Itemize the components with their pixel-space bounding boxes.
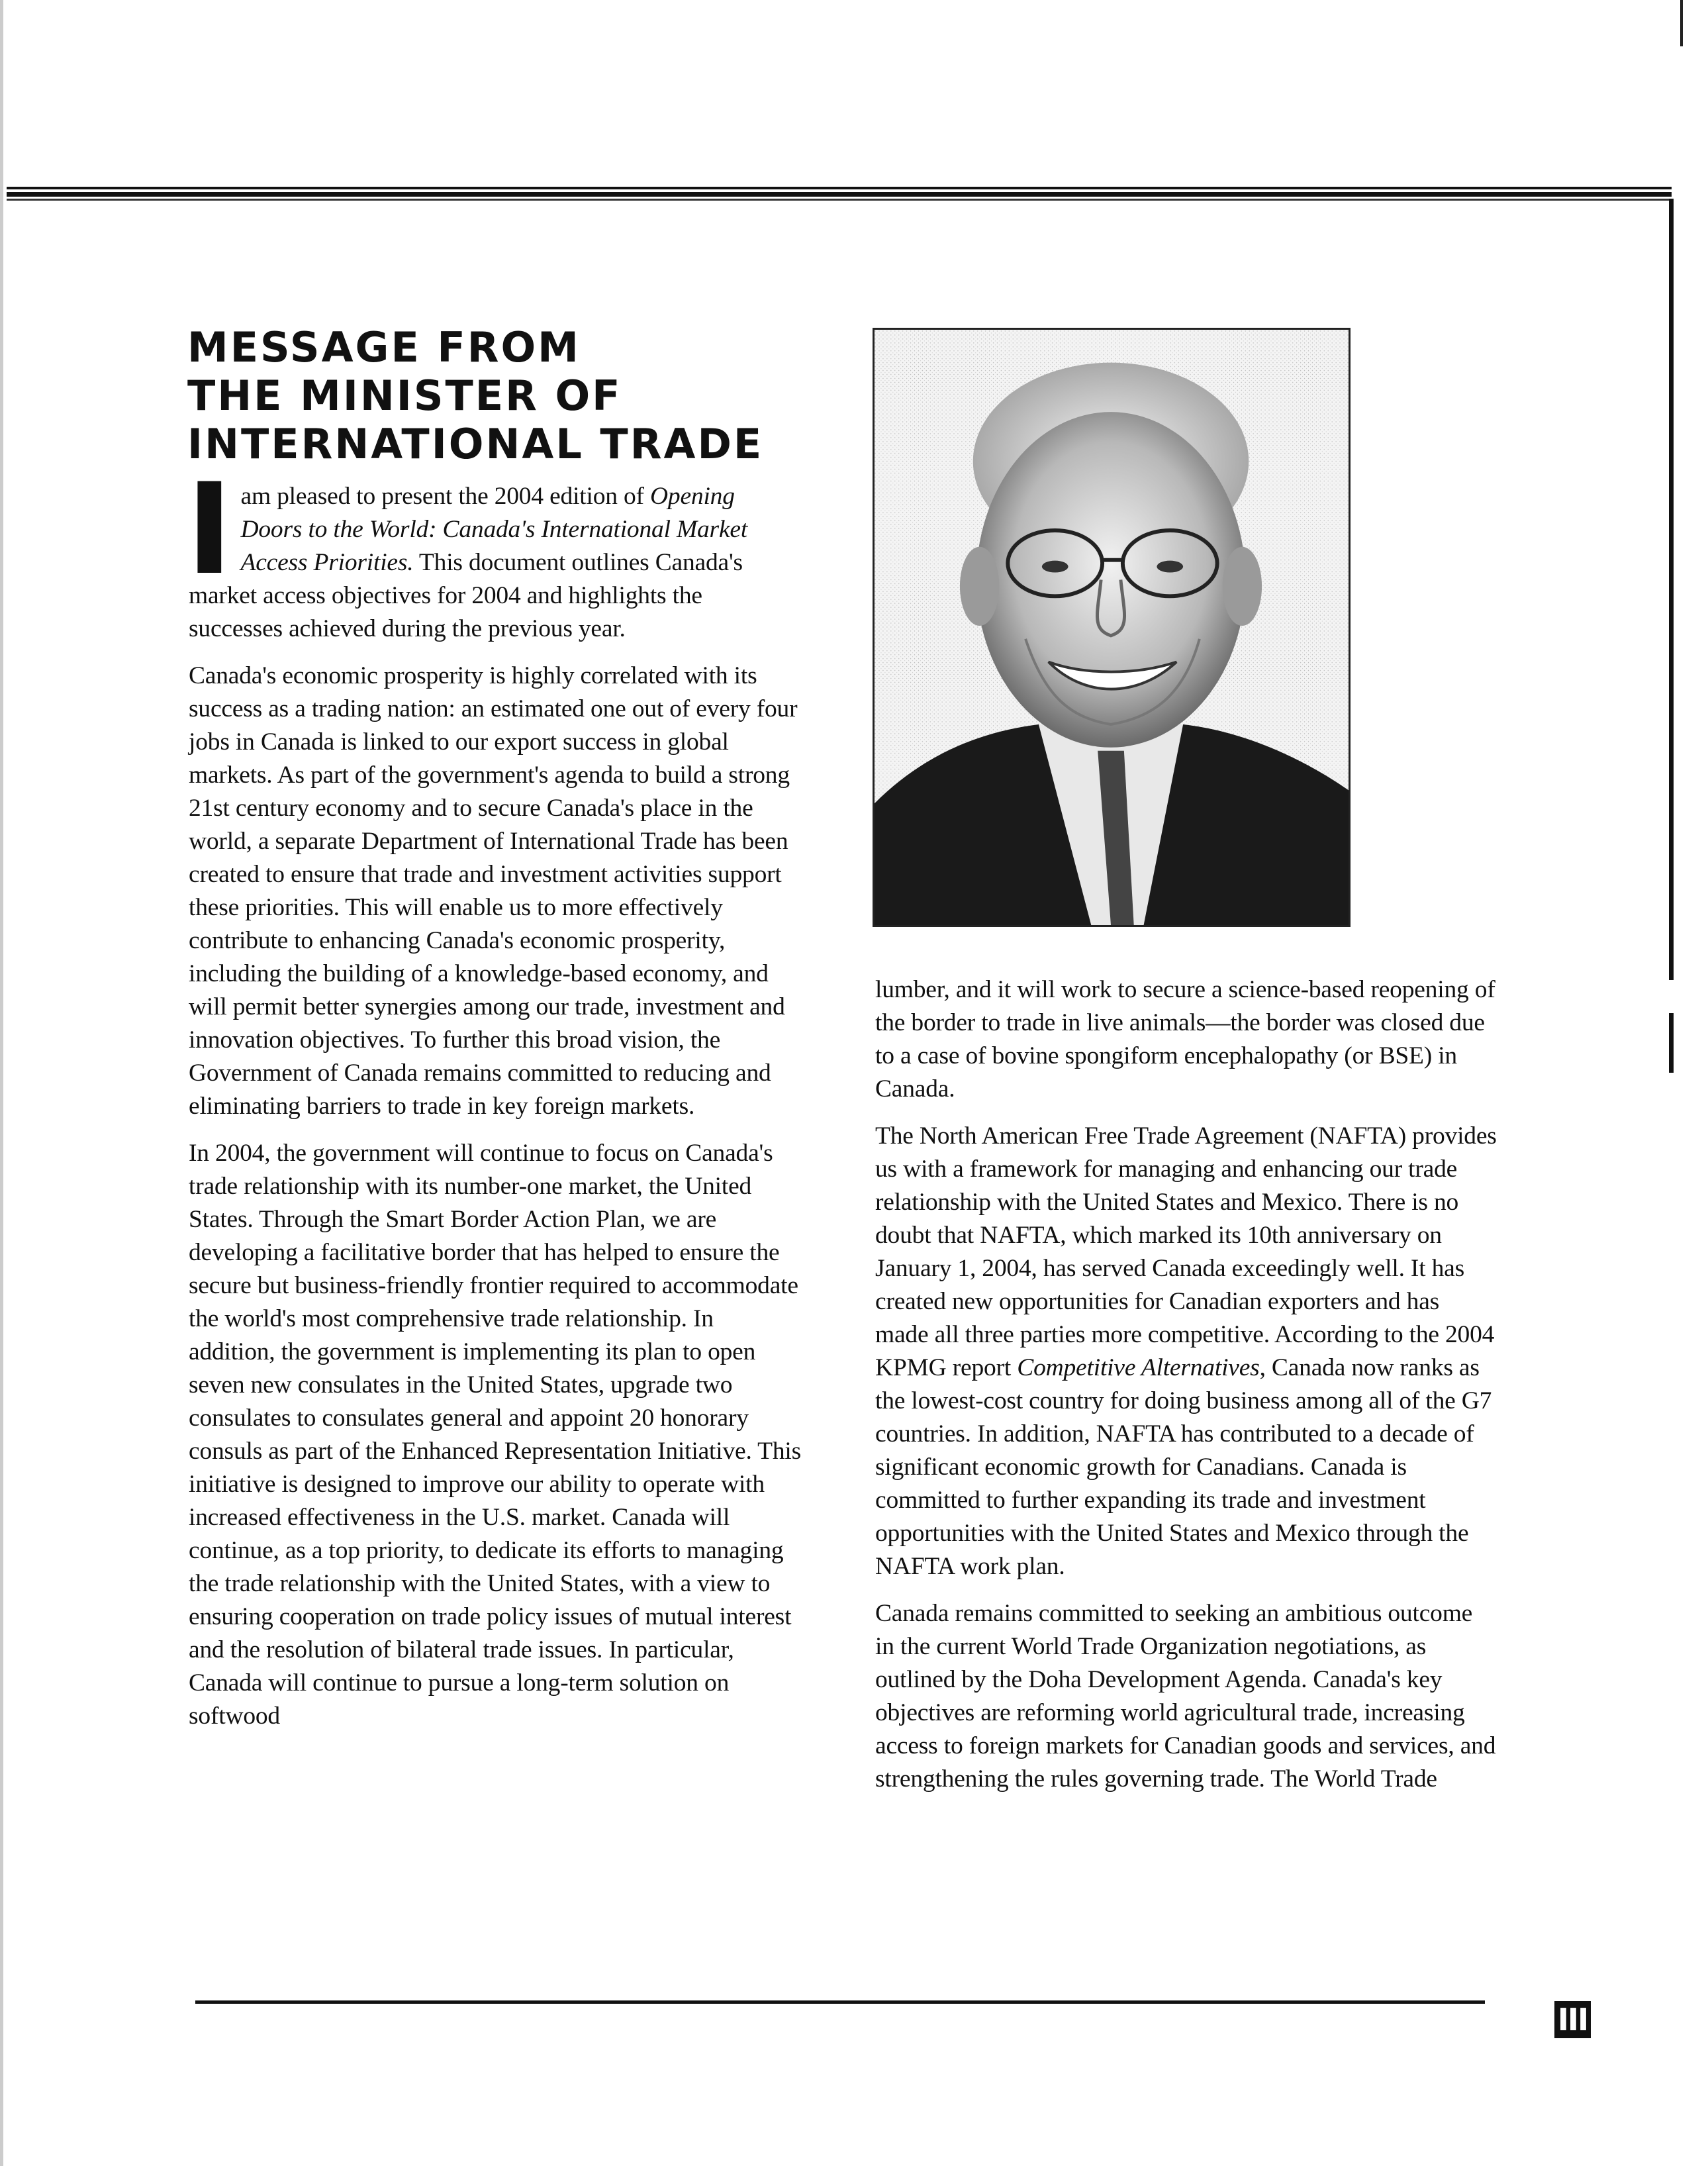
right-rule xyxy=(1669,199,1674,980)
paragraph-united-states: In 2004, the government will continue to focus on Canada's trade relationship with its number-one market, the United States. Through the Smart Border Action Plan, we are developing a facilitative border that has helped to ensure the secure but business-friendly frontier required to accommodate the world's most comprehensive trade relationship. In addition, the government is implementing its plan to open seven new consulates in the United States, upgrade two consulates to consulates general and appoint 20 honorary consuls as part of the Enhanced Representation Initiative. This initiative is designed to improve our ability to operate with increased effectiveness in the U.S. market. Canada will continue, as a top priority, to dedicate its efforts to managing the trade relationship with the United States, with a view to ensuring cooperation on trade policy issues of mutual interest and the resolution of bilateral trade issues. In particular, Canada will continue to pursue a long-term solution on softwood xyxy=(189,1140,801,1730)
minister-portrait-photo xyxy=(873,328,1351,927)
left-column xyxy=(186,456,801,1747)
nafta-text-b: , Canada now ranks as the lowest-cost country for doing business among all of the G7 countries. In addition, NAFTA has contributed to a decade of significant economic growth for Canadians. Canada is committed to further expanding its trade and investment opportunities with the United States and Mexico through the NAFTA work plan. xyxy=(875,1354,1492,1580)
paragraph-nafta xyxy=(875,1120,1497,1583)
intro-text-a: am pleased to present the 2004 edition of xyxy=(240,483,651,510)
scan-corner-mark xyxy=(1680,0,1683,46)
paragraph-prosperity: Canada's economic prosperity is highly correlated with its success as a trading nation: an estimated one out of every four jobs in Canada is linked to our export success in global markets. As part of the government's agenda to build a strong 21st century economy and to secure Canada's place in the world, a separate Department of International Trade has been created to ensure that trade and investment activities support these priorities. This will enable us to more effectively contribute to enhancing Canada's economic prosperity, including the building of a knowledge-based economy, and will permit better synergies among our trade, investment and innovation objectives. To further this broad vision, the Government of Canada remains committed to reducing and eliminating barriers to trade in key foreign markets. xyxy=(189,662,798,1120)
paragraph-softwood-lumber: lumber, and it will work to secure a science-based reopening of the border to trade in live animals—the border was closed due to a case of bovine spongiform encephalopathy (or BSE) in Canada. xyxy=(875,976,1495,1103)
title-line-2: THE MINISTER OF xyxy=(187,371,622,420)
bottom-rule xyxy=(195,2000,1485,2004)
kpmg-report-italic: Competitive Alternatives xyxy=(1017,1354,1260,1381)
document-title-italic: Opening Doors to the World: Canada's International Market Access Priorities. xyxy=(240,483,748,576)
page-number: III xyxy=(1554,2001,1591,2038)
top-rule xyxy=(7,187,1672,201)
portrait-icon xyxy=(875,330,1349,925)
title-line-1: MESSAGE FROM xyxy=(187,323,581,371)
nafta-text-a: The North American Free Trade Agreement (NAFTA) provides us with a framework for managing and enhancing our trade relationship with the United States and Mexico. There is no doubt that NAFTA, which marked its 10th anniversary on January 1, 2004, has served Canada exceedingly well. It has created new opportunities for Canadian exporters and has made all three parties more competitive. According to the 2004 KPMG report xyxy=(875,1122,1497,1381)
right-column xyxy=(875,973,1497,1810)
page-left-edge xyxy=(0,0,3,2166)
page-title xyxy=(187,323,849,468)
title-line-3: INTERNATIONAL TRADE xyxy=(187,420,764,468)
paragraph-wto: Canada remains committed to seeking an ambitious outcome in the current World Trade Organization negotiations, as outlined by the Doha Development Agenda. Canada's key objectives are reforming world agricultural trade, increasing access to foreign markets for Canadian goods and services, and strengthening the rules governing trade. The World Trade xyxy=(875,1600,1496,1793)
drop-cap: I xyxy=(186,456,233,603)
right-rule-lower xyxy=(1669,1013,1674,1073)
intro-text-b: This document outlines Canada's market access objectives for 2004 and highlights the successes achieved during the previous year. xyxy=(189,549,743,642)
intro-paragraph xyxy=(186,456,801,646)
